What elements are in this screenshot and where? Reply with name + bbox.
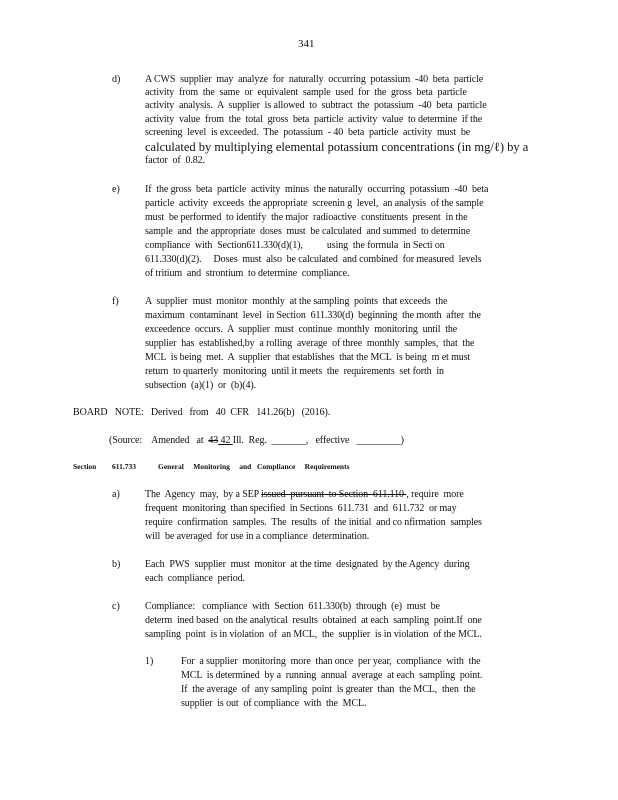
paragraph-e-line: particle activity exceeds the appropriate screenin g level, an analysis of the sample [145, 198, 484, 209]
paragraph-e-line: must be performed to identify the major radioactive constituents present in the [145, 212, 468, 223]
paragraph-e-line: of tritium and strontium to determine compliance. [145, 268, 350, 279]
paragraph-b-line: each compliance period. [145, 573, 245, 584]
section-number: 611.733 [112, 462, 136, 471]
paragraph-f-line: A supplier must monitor monthly at the sampling points that exceeds the [145, 296, 448, 307]
paragraph-f-label: f) [112, 296, 119, 307]
paragraph-d-line: screening level is exceeded. The potassium - 40 beta particle activity must be [145, 127, 471, 138]
paragraph-d-line: calculated by multiplying elemental potassium concentrations (in mg/ℓ) by a [145, 140, 529, 154]
paragraph-f-line: exceedence occurs. A supplier must continue monthly monitoring until the [145, 324, 458, 335]
page-number: 341 [298, 38, 315, 50]
paragraph-e-label: e) [112, 184, 120, 195]
paragraph-f-line: maximum contaminant level in Section 611.330(d) beginning the month after the [145, 310, 481, 321]
paragraph-e-line: 611.330(d)(2). Doses must also be calculated and combined for measured levels [145, 254, 482, 265]
paragraph-d-line: activity from the same or equivalent sample used for the gross beta particle [145, 87, 467, 98]
paragraph-d-line: activity analysis. A supplier is allowed to subtract the potassium -40 beta particle [145, 100, 487, 111]
paragraph-c1-label: 1) [145, 656, 154, 667]
paragraph-e-line: If the gross beta particle activity minus the naturally occurring potassium -40 beta [145, 184, 489, 195]
paragraph-b-line: Each PWS supplier must monitor at the time designated by the Agency during [145, 559, 470, 570]
section-word: Section [73, 462, 97, 471]
paragraph-c-line: sampling point is in violation of an MCL, the supplier is in violation of the MCL. [145, 629, 482, 640]
source-struck-number: 43 [208, 435, 219, 446]
source-prefix: (Source: Amended at [109, 435, 209, 446]
source-underlined-number: 42 [218, 435, 233, 446]
paragraph-b-label: b) [112, 559, 121, 570]
paragraph-a-line: require confirmation samples. The results of the initial and co nfirmation samples [145, 517, 482, 528]
paragraph-a-text: The Agency may, by a SEP [145, 489, 262, 500]
board-note: BOARD NOTE: Derived from 40 CFR 141.26(b) (2016). [73, 407, 331, 418]
paragraph-a-line: will be averaged for use in a compliance determination. [145, 531, 370, 542]
paragraph-e-line: compliance with Section611.330(d)(1), using the formula in Secti on [145, 240, 445, 251]
paragraph-c1-line: For a supplier monitoring more than once per year, compliance with the [181, 656, 481, 667]
paragraph-c1-line: If the average of any sampling point is greater than the MCL, then the [181, 684, 476, 695]
paragraph-a-label: a) [112, 489, 120, 500]
paragraph-c-line: Compliance: compliance with Section 611.330(b) through (e) must be [145, 601, 440, 612]
paragraph-f-line: return to quarterly monitoring until it meets the requirements set forth in [145, 366, 444, 377]
paragraph-c-label: c) [112, 601, 120, 612]
source-suffix: Ill. Reg. _______, effective _________) [232, 435, 404, 446]
paragraph-f-line: MCL is being met. A supplier that establishes that the MCL is being m et must [145, 352, 471, 363]
paragraph-c-line: determ ined based on the analytical results obtained at each sampling point.If one [145, 615, 482, 626]
paragraph-a-line: frequent monitoring than specified in Sections 611.731 and 611.732 or may [145, 503, 457, 514]
paragraph-f-line: supplier has established,by a rolling average of three monthly samples, that the [145, 338, 475, 349]
section-title: General Monitoring and Compliance Requirements [158, 462, 350, 471]
paragraph-d-label: d) [112, 74, 121, 85]
paragraph-a-line [145, 489, 464, 501]
paragraph-f-line: subsection (a)(1) or (b)(4). [145, 380, 257, 391]
paragraph-d-line: factor of 0.82. [145, 155, 205, 166]
struck-text: issued pursuant to Section 611.110 [261, 489, 407, 500]
paragraph-c1-line: MCL is determined by a running annual average at each sampling point. [181, 670, 483, 681]
paragraph-d-line: activity value from the total gross beta particle activity value to determine if the [145, 114, 483, 125]
paragraph-d-line: A CWS supplier may analyze for naturally occurring potassium -40 beta particle [145, 74, 484, 85]
paragraph-e-line: sample and the appropriate doses must be calculated and summed to determine [145, 226, 471, 237]
paragraph-a-text: , require more [406, 489, 464, 500]
source-line [109, 435, 404, 447]
paragraph-c1-line: supplier is out of compliance with the MCL. [181, 698, 367, 709]
